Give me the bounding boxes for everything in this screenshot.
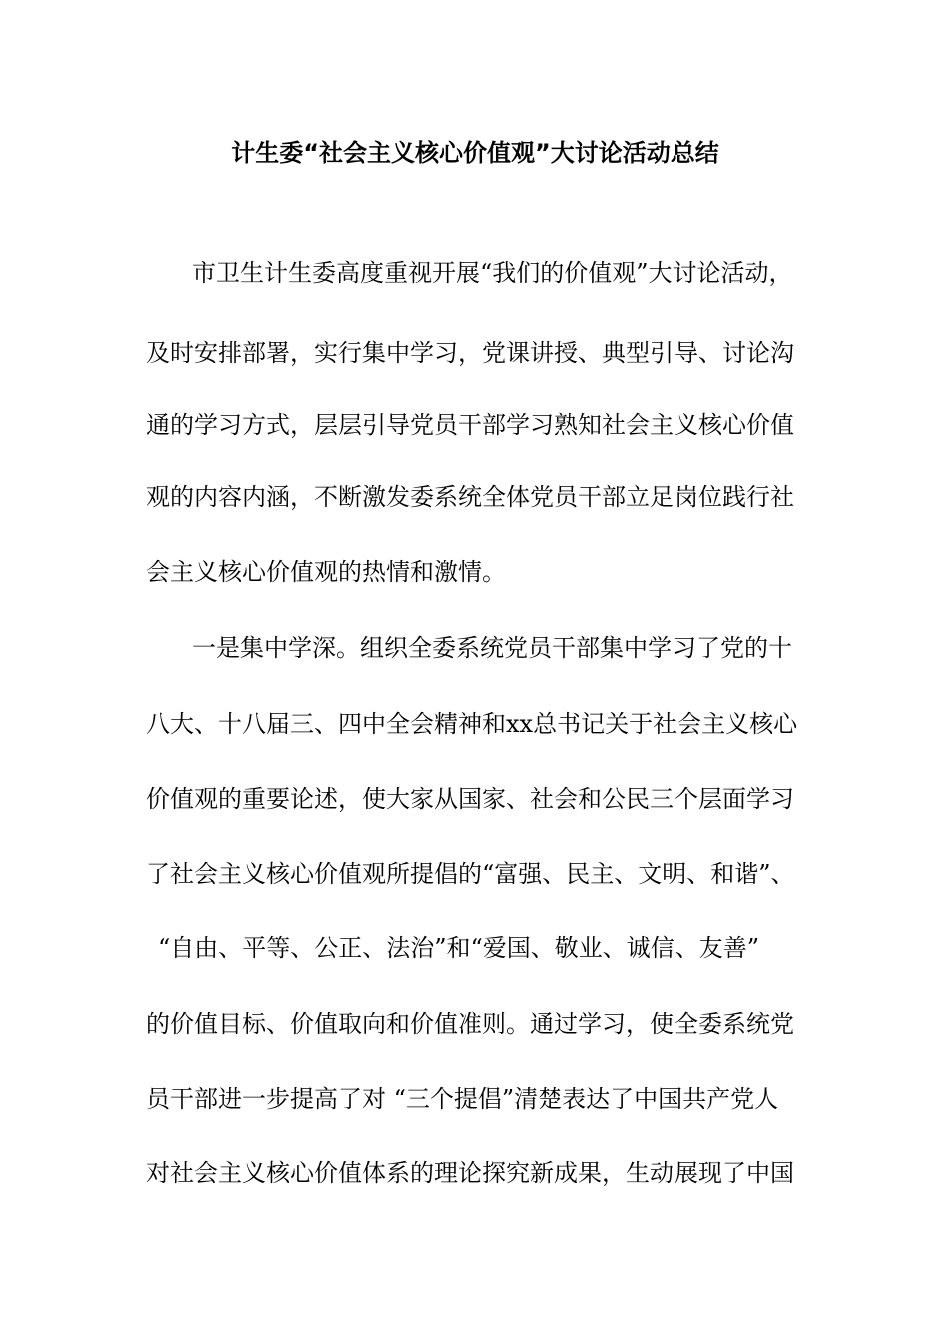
paragraph-line: 对社会主义核心价值体系的理论探究新成果，生动展现了中国: [146, 1159, 794, 1187]
paragraph-line: 价值观的重要论述，使大家从国家、社会和公民三个层面学习: [146, 785, 794, 813]
paragraph-line: 会主义核心价值观的热情和激情。: [146, 558, 506, 586]
paragraph-line: 及时安排部署，实行集中学习，党课讲授、典型引导、讨论沟: [146, 339, 794, 367]
paragraph-line: 通的学习方式，层层引导党员干部学习熟知社会主义核心价值: [146, 411, 794, 439]
paragraph-line: 一是集中学深。组织全委系统党员干部集中学习了党的十: [192, 634, 792, 662]
paragraph-line: 了社会主义核心价值观所提倡的“富强、民主、文明、和谐”、: [146, 860, 795, 888]
paragraph-line: “自由、平等、公正、法治”和“爱国、敬业、诚信、友善”: [158, 934, 760, 962]
paragraph-line: 的价值目标、价值取向和价值准则。通过学习，使全委系统党: [146, 1010, 794, 1038]
paragraph-line: 员干部进一步提高了对 “三个提倡”清楚表达了中国共产党人: [146, 1085, 779, 1113]
paragraph-line: 观的内容内涵，不断激发委系统全体党员干部立足岗位践行社: [146, 483, 794, 511]
paragraph-line: 市卫生计生委高度重视开展“我们的价值观”大讨论活动，: [192, 259, 793, 287]
paragraph-line: 八大、十八届三、四中全会精神和xx总书记关于社会主义核心: [146, 710, 798, 738]
document-title: 计生委“社会主义核心价值观”大讨论活动总结: [231, 139, 719, 167]
